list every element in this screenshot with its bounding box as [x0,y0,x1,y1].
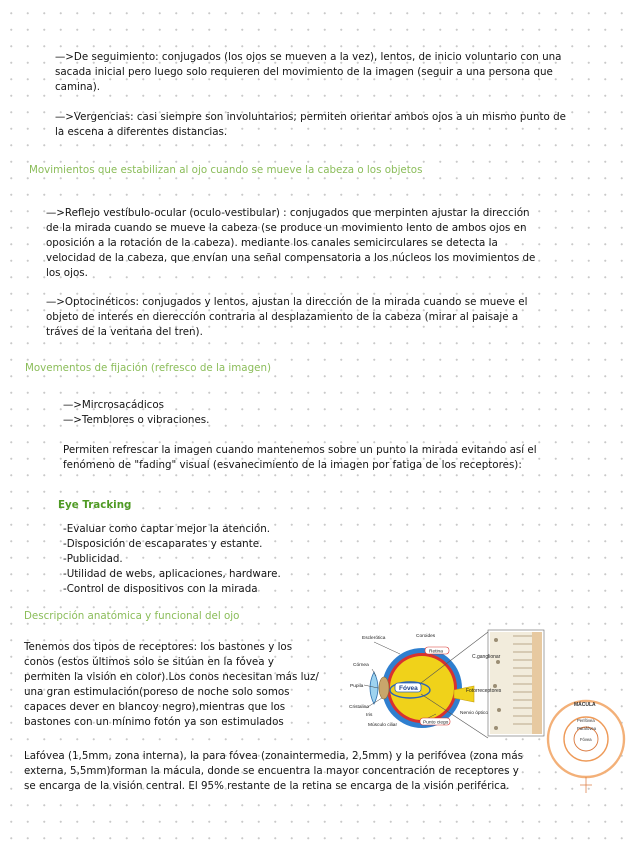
label-perifovea: Perifóvea [577,718,595,723]
macula-diagram [548,701,624,793]
label-macula-fovea: Fóvea [580,737,592,742]
reflejo-paragraph [46,206,535,281]
fijacion-paragraph [63,443,537,473]
text-line: —>De seguimiento: conjugados (los ojos se mueven a la vez), lentos, de inicio voluntario con una [55,51,562,63]
label-esclerotica: Esclerótica [362,636,386,641]
label-retina: Retina [429,649,443,655]
text-line: externa, 5,5mm)forman la mácula, donde se encuentra la mayor concentración de receptores y [24,765,519,777]
label-nervio-optico: Nervio óptico [460,711,488,716]
list-item: -Disposición de escaparates y estante. [63,538,263,550]
eye-tracking-list [63,522,281,597]
retina-layers [490,632,532,734]
text-line: Tenemos dos tipos de receptores: los bastones y los [24,641,293,653]
label-punto-ciego: Punto ciego [423,720,449,726]
text-line: bastones con un mínimo fotón ya son estimulados [24,716,284,728]
text-line: Lafóvea (1,5mm, zona interna), la para fóvea (zonaintermedia, 2,5mm) y la perifóvea (zona más [24,750,524,762]
punto-ciego-label-box [420,718,450,726]
optocineticos-paragraph [46,295,528,340]
label-cornea: Córnea [353,663,369,668]
text-line: Permiten refrescar la imagen cuando mantenemos sobre un punto la mirada evitando así el [63,444,537,456]
text-line: —>Reflejo vestíbulo-ocular (oculo-vestibular) : conjugados que merpinten ajustar la dirección [46,207,530,219]
fijacion-list [63,398,209,428]
text-line: objeto de interés en dierección contraria al desplazamiento de la cabeza (mirar al paisaje a [46,311,519,323]
label-fotorreceptores: Fotorreceptores [466,688,502,694]
label-fovea: Fóvea [399,685,418,692]
list-item: -Evaluar como captar mejor la atención. [63,523,271,535]
text-line: capaces dever en blancoy negro),mientras que los [24,701,286,713]
list-item: -Control de dispositivos con la mirada [63,583,258,595]
label-cristalino: Cristalino [349,705,369,710]
text-line: camina). [55,81,100,93]
anatomica-heading: Descripción anatómica y funcional del ojo [24,610,240,622]
estabilizan-heading: Movimientos que estabilizan al ojo cuando se mueve la cabeza o los objetos [29,164,423,176]
text-line: oposición a la rotación de la cabeza). mediante los canales semicirculares se detecta la [46,237,498,249]
text-line: permiten la visión en color).Los conos necesitan más luz/ [24,671,319,683]
text-line: una gran estimulación(poreso de noche solo somos [24,686,290,698]
fovea-label-box [395,683,421,692]
text-line: —>Optocinéticos: conjugados y lentos, ajustan la dirección de la mirada cuando se mueve el [46,296,528,308]
text-line: los ojos. [46,267,88,279]
list-item: -Utilidad de webs, aplicaciones, hardware. [63,568,281,580]
seguimiento-paragraph [55,50,561,95]
vergencias-paragraph [55,110,566,140]
list-item: —>Mircrosacádicos [63,399,165,411]
label-coroides: Coroides [416,634,436,639]
text-line: sacada inicial pero luego solo requieren del movimiento de la imagen (seguir a una persona que [55,66,553,78]
text-line: conos (estos últimos solo se sitúan en la fóvea y [24,656,274,668]
text-line: fenómeno de "fading" visual (esvanecimiento de la imagen por fatiga de los receptores): [63,459,522,471]
eye-tracking-heading: Eye Tracking [58,499,132,511]
text-line: de la mirada cuando se mueve la cabeza (se produce un movimiento lento de ambos ojos en [46,222,527,234]
list-item: —>Temblores o vibraciones. [63,414,210,426]
text-line: la escena a diferentes distancias. [55,126,228,138]
list-item: -Publicidad. [63,553,123,565]
label-musculo-ciliar: Músculo ciliar [368,723,398,728]
label-macula: MÁCULA [574,702,596,708]
text-line: tráves de la ventana del tren). [46,326,203,338]
label-parafovea: Parafóvea [577,726,597,731]
pigment-layer [532,632,542,734]
eye-anatomy-diagram [348,628,630,802]
fijacion-heading: Movementos de fijación (refresco de la imagen) [25,362,272,374]
text-line: velocidad de la cabeza, que envían una señal compensatoria a los núcleos los movimientos de [46,252,536,264]
label-pupila: Pupila [350,684,364,689]
text-line: se encarga de la visión central. El 95% restante de la retina se encarga de la visión periférica. [24,780,510,792]
retina-label-box [425,647,449,655]
label-ganglionar: C.ganglionar [472,654,501,660]
text-line: —>Vergencias: casi siempre son involuntarios; permiten orientar ambos ojos a un mismo punto de [55,111,566,123]
receptores-paragraph [24,640,319,730]
lens-shape [379,677,389,699]
label-iris: Iris [366,713,373,718]
eye-anatomy-illustration [348,628,630,802]
